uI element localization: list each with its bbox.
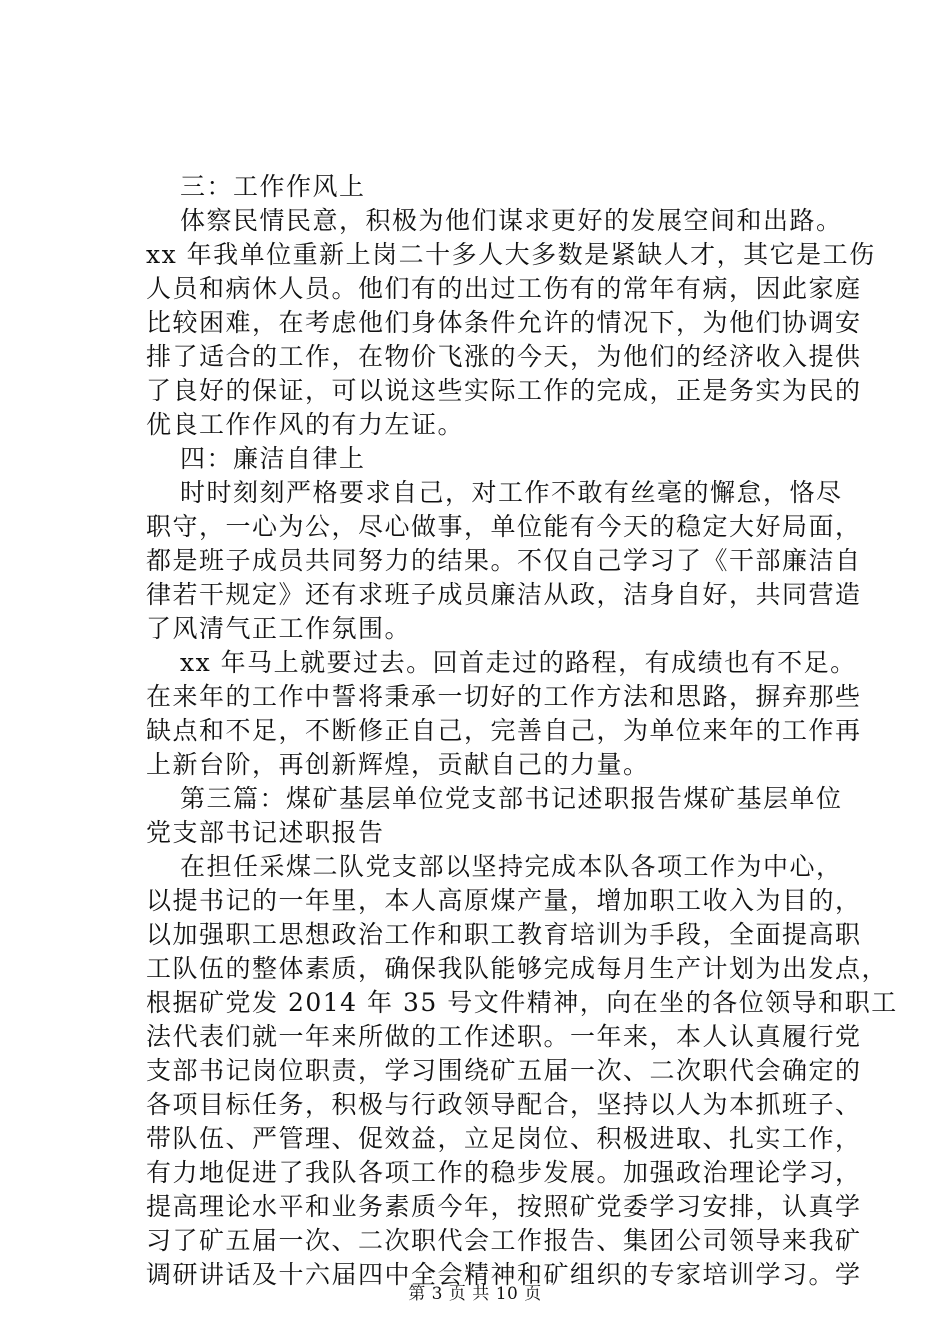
- paragraph-line: 都是班子成员共同努力的结果。不仅自己学习了《干部廉洁自: [146, 546, 862, 575]
- page-number: 第 3 页 共 10 页: [408, 1284, 542, 1304]
- section-title-continued: 党支部书记述职报告: [146, 818, 385, 847]
- paragraph-line: 在来年的工作中誓将秉承一切好的工作方法和思路，摒弃那些: [146, 682, 862, 711]
- paragraph-line: 习了矿五届一次、二次职代会工作报告、集团公司领导来我矿: [146, 1226, 862, 1255]
- section-title: 第三篇：煤矿基层单位党支部书记述职报告煤矿基层单位: [180, 784, 843, 813]
- paragraph-line: xx 年我单位重新上岗二十多人大多数是紧缺人才，其它是工伤: [146, 240, 876, 269]
- paragraph-line: 人员和病休人员。他们有的出过工伤有的常年有病，因此家庭: [146, 274, 862, 303]
- paragraph-line: 职守，一心为公，尽心做事，单位能有今天的稳定大好局面，: [146, 512, 862, 541]
- paragraph-line: 带队伍、严管理、促效益，立足岗位、积极进取、扎实工作，: [146, 1124, 862, 1153]
- paragraph-line: 法代表们就一年来所做的工作述职。一年来，本人认真履行党: [146, 1022, 862, 1051]
- paragraph-line: 根据矿党发 2014 年 35 号文件精神，向在坐的各位领导和职工: [146, 988, 898, 1017]
- paragraph-line: 支部书记岗位职责，学习围绕矿五届一次、二次职代会确定的: [146, 1056, 862, 1085]
- paragraph-line: 上新台阶，再创新辉煌，贡献自己的力量。: [146, 750, 650, 779]
- paragraph-line: 提高理论水平和业务素质今年，按照矿党委学习安排，认真学: [146, 1192, 862, 1221]
- paragraph-line: 以提书记的一年里，本人高原煤产量，增加职工收入为目的，: [146, 886, 862, 915]
- heading-integrity: 四：廉洁自律上: [180, 444, 366, 473]
- paragraph-line: 以加强职工思想政治工作和职工教育培训为手段，全面提高职: [146, 920, 862, 949]
- paragraph-line: xx 年马上就要过去。回首走过的路程，有成绩也有不足。: [180, 648, 857, 677]
- paragraph-line: 了风清气正工作氛围。: [146, 614, 412, 643]
- paragraph-line: 体察民情民意，积极为他们谋求更好的发展空间和出路。: [180, 206, 843, 235]
- paragraph-line: 时时刻刻严格要求自己，对工作不敢有丝毫的懈怠，恪尽: [180, 478, 843, 507]
- heading-work-style: 三：工作作风上: [180, 172, 366, 201]
- paragraph-line: 在担任采煤二队党支部以坚持完成本队各项工作为中心，: [180, 852, 843, 881]
- paragraph-line: 工队伍的整体素质，确保我队能够完成每月生产计划为出发点，: [146, 954, 889, 983]
- paragraph-line: 有力地促进了我队各项工作的稳步发展。加强政治理论学习，: [146, 1158, 862, 1187]
- paragraph-line: 了良好的保证，可以说这些实际工作的完成，正是务实为民的: [146, 376, 862, 405]
- paragraph-line: 各项目标任务，积极与行政领导配合，坚持以人为本抓班子、: [146, 1090, 862, 1119]
- paragraph-line: 缺点和不足，不断修正自己，完善自己，为单位来年的工作再: [146, 716, 862, 745]
- paragraph-line: 比较困难，在考虑他们身体条件允许的情况下，为他们协调安: [146, 308, 862, 337]
- paragraph-line: 调研讲话及十六届四中全会精神和矿组织的专家培训学习。学: [146, 1260, 862, 1289]
- paragraph-line: 排了适合的工作，在物价飞涨的今天，为他们的经济收入提供: [146, 342, 862, 371]
- paragraph-line: 律若干规定》还有求班子成员廉洁从政，洁身自好，共同营造: [146, 580, 862, 609]
- paragraph-line: 优良工作作风的有力左证。: [146, 410, 465, 439]
